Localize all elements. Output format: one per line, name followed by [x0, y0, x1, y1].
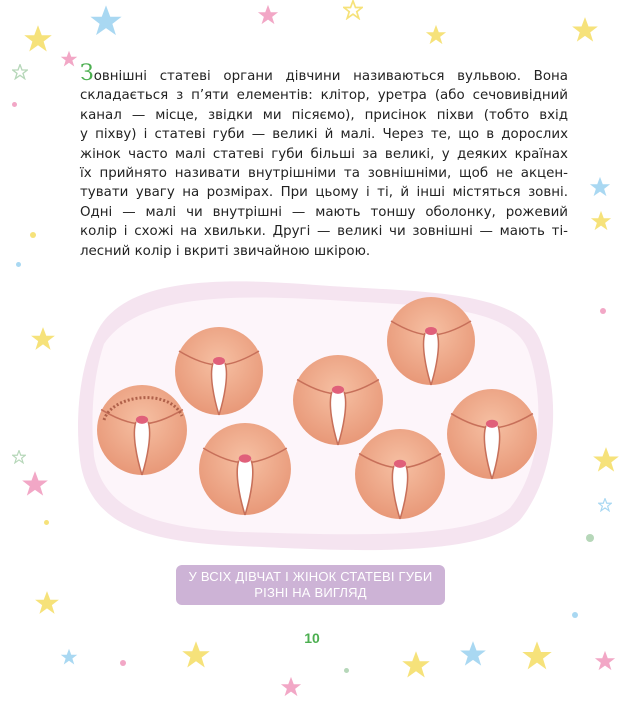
- star-decoration-icon: [34, 590, 60, 616]
- text-line: колір і схожі на хвильки. Другі — великі чи зовнішні — мають ті-: [80, 224, 568, 240]
- page-number: 10: [304, 630, 320, 646]
- star-decoration-icon: [22, 24, 54, 54]
- vulva-variant-1: [175, 327, 263, 415]
- star-decoration-icon: [570, 16, 600, 44]
- star-decoration-icon: [88, 4, 124, 38]
- body-paragraph: [80, 61, 568, 261]
- vulva-variant-2: [97, 385, 187, 475]
- star-decoration-icon: [180, 640, 212, 670]
- star-decoration-icon: [424, 24, 448, 46]
- dot-decoration: [120, 660, 126, 666]
- star-decoration-icon: [12, 64, 28, 80]
- vulva-variant-3: [199, 423, 291, 515]
- drop-cap: З: [80, 61, 94, 86]
- vulva-variations-illustration: [0, 270, 625, 560]
- text-line: лесний колір і вкриті звичайною шкірою.: [80, 243, 371, 259]
- star-decoration-icon: [256, 4, 280, 26]
- vulva-variant-4: [293, 355, 383, 445]
- star-decoration-icon: [343, 0, 363, 20]
- star-decoration-icon: [594, 650, 616, 672]
- star-decoration-icon: [590, 210, 612, 232]
- text-line: жінок часто малі статеві губи більші за великі, у деяких країнах: [80, 146, 568, 162]
- star-decoration-icon: [520, 640, 554, 672]
- dot-decoration: [572, 612, 578, 618]
- dot-decoration: [12, 102, 17, 107]
- text-line: складається з п’яти елементів: клітор, уретра (або сечовивідний: [80, 88, 568, 104]
- text-line: у піхву) і статеві губи — великі й малі. Через те, що в дорослих: [80, 127, 568, 143]
- text-line: Одні — малі чи внутрішні — мають тоншу оболонку, рожевий: [80, 204, 568, 220]
- text-line: тувати увагу на розмірах. При цьому і ті, й інші містяться зовні.: [80, 185, 568, 201]
- dot-decoration: [30, 232, 36, 238]
- text-line: канал — місце, звідки ми пісяємо), присінок піхви (тобто вхід: [80, 107, 568, 123]
- vulva-variant-5: [355, 429, 445, 519]
- caption-box: [176, 565, 445, 605]
- dot-decoration: [344, 668, 349, 673]
- star-decoration-icon: [458, 640, 488, 668]
- star-decoration-icon: [60, 648, 78, 666]
- text-line: Зовнішні статеві органи дівчини називаються вульвою. Вона: [80, 61, 568, 86]
- caption-line-2: РІЗНІ НА ВИГЛЯД: [254, 585, 367, 600]
- star-decoration-icon: [60, 50, 78, 68]
- caption-line-1: У ВСІХ ДІВЧАТ І ЖІНОК СТАТЕВІ ГУБИ: [188, 569, 433, 584]
- vulva-variant-7: [447, 389, 537, 479]
- vulva-variant-6: [387, 297, 475, 385]
- text-line: їх прийнято називати внутрішніми та зовнішніми, щоб не акцен-: [80, 166, 568, 182]
- star-decoration-icon: [588, 176, 612, 198]
- star-decoration-icon: [280, 676, 302, 698]
- star-decoration-icon: [400, 650, 432, 680]
- dot-decoration: [16, 262, 21, 267]
